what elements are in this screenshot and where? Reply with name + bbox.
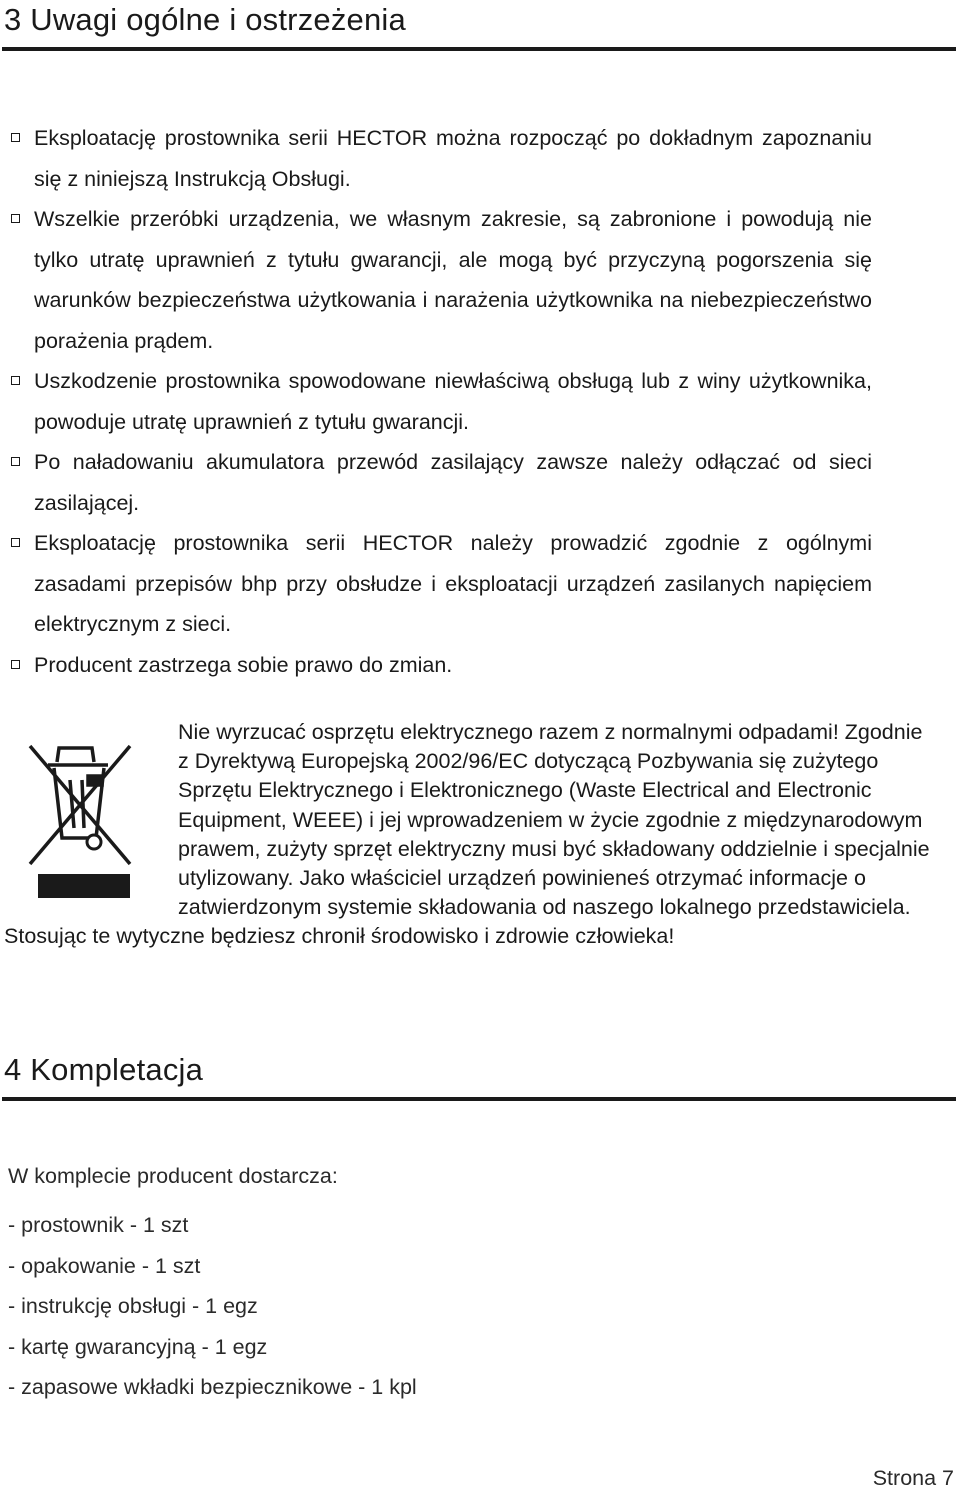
kit-item: - opakowanie - 1 szt (8, 1253, 201, 1278)
warning-item: Uszkodzenie prostownika spowodowane niewłaściwą obsługą lub z winy użytkownika, powoduje utratę uprawnień z tytułu gwarancji. (0, 361, 872, 442)
section-4-divider (2, 1097, 956, 1101)
kit-item: - prostownik - 1 szt (8, 1213, 189, 1237)
warning-item: Eksploatację prostownika serii HECTOR można rozpocząć po dokładnym zapoznaniu się z niniejszą Instrukcją Obsługi. (0, 118, 872, 199)
section-3-title: 3 Uwagi ogólne i ostrzeżenia (4, 2, 406, 37)
warning-item: Producent zastrzega sobie prawo do zmian. (0, 645, 872, 686)
kit-intro: W komplecie producent dostarcza: (8, 1164, 338, 1188)
checkbox-bullet-icon (11, 214, 20, 223)
section-3-divider (2, 47, 956, 51)
kit-item: - kartę gwarancyjną - 1 egz (8, 1334, 268, 1359)
kit-item: - instrukcję obsługi - 1 egz (8, 1294, 258, 1318)
warnings-list (0, 118, 960, 685)
warning-item: Po naładowaniu akumulatora przewód zasilający zawsze należy odłączać od sieci zasilającej. (0, 442, 872, 523)
checkbox-bullet-icon (11, 133, 20, 142)
checkbox-bullet-icon (11, 538, 20, 547)
warning-item: Wszelkie przeróbki urządzenia, we własnym zakresie, są zabronione i powodują nie tylko utratę uprawnień z tytułu gwarancji, ale mogą być przyczyną pogorszenia się warunków bezpieczeństwa użytkowania i narażenia użytkownika na niebezpieczeństwo porażenia prądem. (0, 199, 872, 361)
weee-notice: Nie wyrzucać osprzętu elektrycznego razem z normalnymi odpadami! Zgodnie z Dyrektywą Europejską 2002/96/EC dotyczącą Pozbywania się zużytego Sprzętu Elektrycznego i Elektronicznego (Waste Electrical and Electronic Equipment, WEEE) i jej wprowadzeniem w życie zgodnie z międzynarodowym prawem, zużyty sprzęt elektryczny musi być składowany oddzielnie i specjalnie utylizowany. Jako właściciel urządzeń powinieneś otrzymać informacje o zatwierdzonym systemie składowania od naszego lokalnego przedstawiciela. Stosując te wytyczne będziesz chronił środowisko i zdrowie człowieka! (4, 720, 930, 949)
kit-item: - zapasowe wkładki bezpiecznikowe - 1 kpl (8, 1375, 417, 1399)
kit-list (8, 1205, 417, 1408)
section-4-title: 4 Kompletacja (4, 1052, 204, 1087)
checkbox-bullet-icon (11, 660, 20, 669)
warning-item: Eksploatację prostownika serii HECTOR należy prowadzić zgodnie z ogólnymi zasadami przepisów bhp przy obsłudze i eksploatacji urządzeń zasilanych napięciem elektrycznym z sieci. (0, 523, 872, 645)
page-number: Strona 7 (872, 1466, 954, 1490)
checkbox-bullet-icon (11, 457, 20, 466)
checkbox-bullet-icon (11, 376, 20, 385)
